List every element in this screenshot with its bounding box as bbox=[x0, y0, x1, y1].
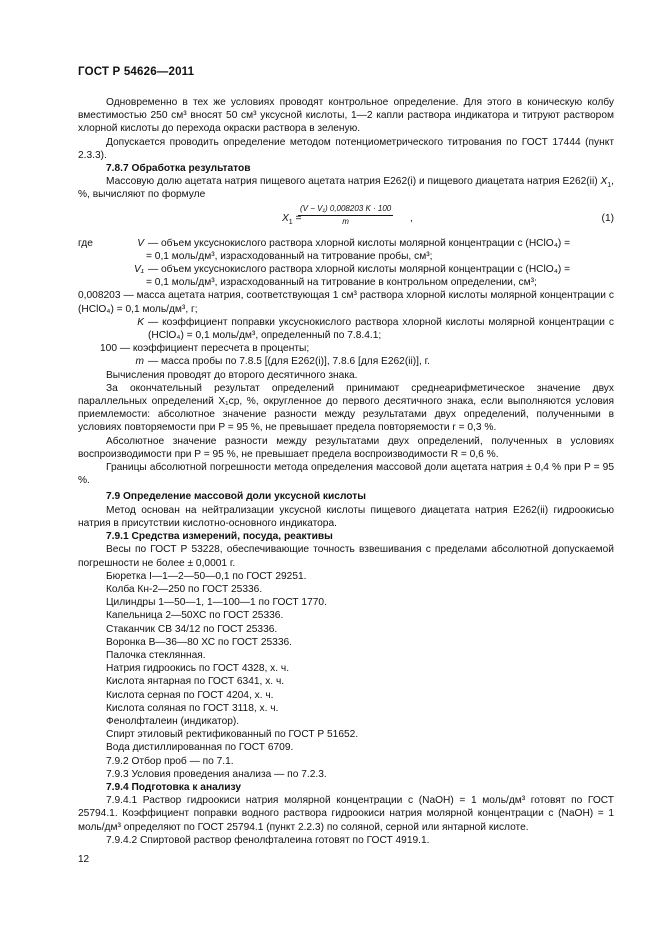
paragraph-formula-intro: Массовую долю ацетата натрия пищевого ацетата натрия Е262(i) и пищевого диацетата натрия Е262(ii) $X_1$, %, вычисляют по формуле bbox=[78, 176, 614, 201]
formula-number: (1) bbox=[601, 212, 614, 224]
list-item: Натрия гидроокись по ГОСТ 4328, х. ч. bbox=[106, 663, 290, 675]
formula-1: $X_1$ = $\frac{\text{(V − V₁) 0,008203 K · 100}}{m}$ , (1) bbox=[282, 203, 614, 226]
paragraph-7-9-4-2: 7.9.4.2 Спиртовой раствор фенолфталеина готовят по ГОСТ 4919.1. bbox=[106, 834, 430, 846]
list-item: Стаканчик СВ 34/12 по ГОСТ 25336. bbox=[106, 623, 278, 635]
definition-v1-cont: = 0,1 моль/дм³, израсходованный на титрование в контрольном определении, см³; bbox=[146, 277, 537, 289]
formula-numerator: (V − V₁) 0,008203 K · 100 bbox=[298, 204, 393, 216]
list-item: Фенолфталеин (индикатор). bbox=[106, 715, 240, 727]
formula-denominator: m bbox=[342, 216, 349, 226]
page-content bbox=[78, 96, 614, 847]
list-item: Бюретка I—1—2—50—0,1 по ГОСТ 29251. bbox=[106, 570, 307, 582]
list-item: Колба Кн-2—250 по ГОСТ 25336. bbox=[106, 583, 263, 595]
list-item: Кислота серная по ГОСТ 4204, х. ч. bbox=[106, 689, 274, 701]
paragraph-method: Метод основан на нейтрализации уксусной кислоты пищевого диацетата натрия Е262(ii) гидроокисью натрия в присутствии кислотно-основного индикатора. bbox=[78, 504, 614, 529]
definition-m: m — масса пробы по 7.8.5 [(для Е262(i)], 7.8.6 [для Е262(ii)], г. bbox=[135, 356, 430, 368]
list-item: Капельница 2—50ХС по ГОСТ 25336. bbox=[106, 610, 284, 622]
formula-definitions bbox=[78, 237, 614, 369]
paragraph-scales: Весы по ГОСТ Р 53228, обеспечивающие точность взвешивания с пределами абсолютной допускаемой погрешности не более ± 0,0001 г. bbox=[78, 544, 614, 569]
list-item: Спирт этиловый ректификованный по ГОСТ Р 51652. bbox=[106, 729, 359, 741]
list-item: Кислота янтарная по ГОСТ 6341, х. ч. bbox=[106, 676, 285, 688]
definition-v1: V₁ — объем уксуснокислого раствора хлорной кислоты молярной концентрации c (HClO₄) = bbox=[133, 264, 571, 276]
definition-k: K — коэффициент поправки уксуснокислого раствора хлорной кислоты молярной концентрации c (HClO₄) = 0,1 моль/дм³, определенный по 7.8.4.1; bbox=[137, 316, 614, 342]
paragraph-reproducibility: Абсолютное значение разности между результатами двух определений, полученных в условиях воспроизводимости при P = 95 %, не превышает предела воспроизводимости R = 0,6 %. bbox=[78, 435, 614, 460]
definition-v: где V — объем уксуснокислого раствора хлорной кислоты молярной концентрации c (HClO₄) = bbox=[78, 237, 571, 249]
page-number: 12 bbox=[78, 854, 90, 865]
definition-100: 100 — коэффициент пересчета в проценты; bbox=[100, 343, 310, 355]
paragraph-calculation-precision: Вычисления проводят до второго десятичного знака. bbox=[106, 369, 358, 381]
section-heading-7-8-7: 7.8.7 Обработка результатов bbox=[106, 163, 251, 175]
section-heading-7-9-1: 7.9.1 Средства измерений, посуда, реактивы bbox=[106, 531, 333, 543]
formula-lhs: $X_1$ = bbox=[282, 212, 302, 226]
paragraph-final-result: За окончательный результат определений принимают среднеарифметическое значение двух параллельных определений X₁ср, %, округленное до первого десятичного знака, если выполняются условия приемлемости: абсолютное значение разности между результатами двух определений, полученными в условиях повторяемости при P = 95 %, не превышает предела повторяемости r = 0,3 %. bbox=[78, 382, 614, 434]
formula-fraction bbox=[298, 204, 393, 227]
page-header: ГОСТ Р 54626—2011 bbox=[78, 66, 195, 78]
paragraph-7-9-4-1: 7.9.4.1 Раствор гидроокиси натрия молярной концентрации c (NaOH) = 1 моль/дм³ готовят по ГОСТ 25794.1. Коэффициент поправки водного раствора гидроокиси натрия молярной концентрации c (NaOH) = 1 моль/дм³ определяют по ГОСТ 25794.1 (пункт 2.2.3) по соляной, серной или янтарной кислоте. bbox=[78, 795, 614, 833]
definition-v-cont: = 0,1 моль/дм³, израсходованный на титрование пробы, см³; bbox=[146, 250, 433, 262]
list-item: Цилиндры 1—50—1, 1—100—1 по ГОСТ 1770. bbox=[106, 597, 327, 609]
paragraph-control-determination: Одновременно в тех же условиях проводят контрольное определение. Для этого в коническую колбу вместимостью 250 см³ вносят 50 см³ уксусной кислоты, 1—2 капли раствора индикатора и титруют раствором хлорной кислоты до перехода окраски раствора в зеленую. bbox=[78, 97, 614, 135]
paragraph-error-limits: Границы абсолютной погрешности метода определения массовой доли ацетата натрия ± 0,4 % при P = 95 %. bbox=[78, 462, 614, 487]
list-item: Кислота соляная по ГОСТ 3118, х. ч. bbox=[106, 702, 279, 714]
equipment-list bbox=[78, 570, 614, 755]
list-item: Палочка стеклянная. bbox=[106, 649, 206, 661]
list-item: Воронка В—36—80 ХС по ГОСТ 25336. bbox=[106, 636, 293, 648]
list-item: Вода дистиллированная по ГОСТ 6709. bbox=[106, 742, 294, 754]
section-7-9-3: 7.9.3 Условия проведения анализа — по 7.2.3. bbox=[106, 768, 327, 780]
definition-constant: 0,008203 — масса ацетата натрия, соответствующая 1 см³ раствора хлорной кислоты молярной концентрации c (HClO₄) = 0,1 моль/дм³, г; bbox=[78, 290, 614, 315]
paragraph-potentiometric: Допускается проводить определение методом потенциометрического титрования по ГОСТ 17444 (пункт 2.3.3). bbox=[78, 136, 614, 161]
section-7-9-2: 7.9.2 Отбор проб — по 7.1. bbox=[106, 755, 234, 767]
section-heading-7-9-4: 7.9.4 Подготовка к анализу bbox=[106, 781, 242, 793]
section-heading-7-9: 7.9 Определение массовой доли уксусной кислоты bbox=[106, 491, 366, 503]
